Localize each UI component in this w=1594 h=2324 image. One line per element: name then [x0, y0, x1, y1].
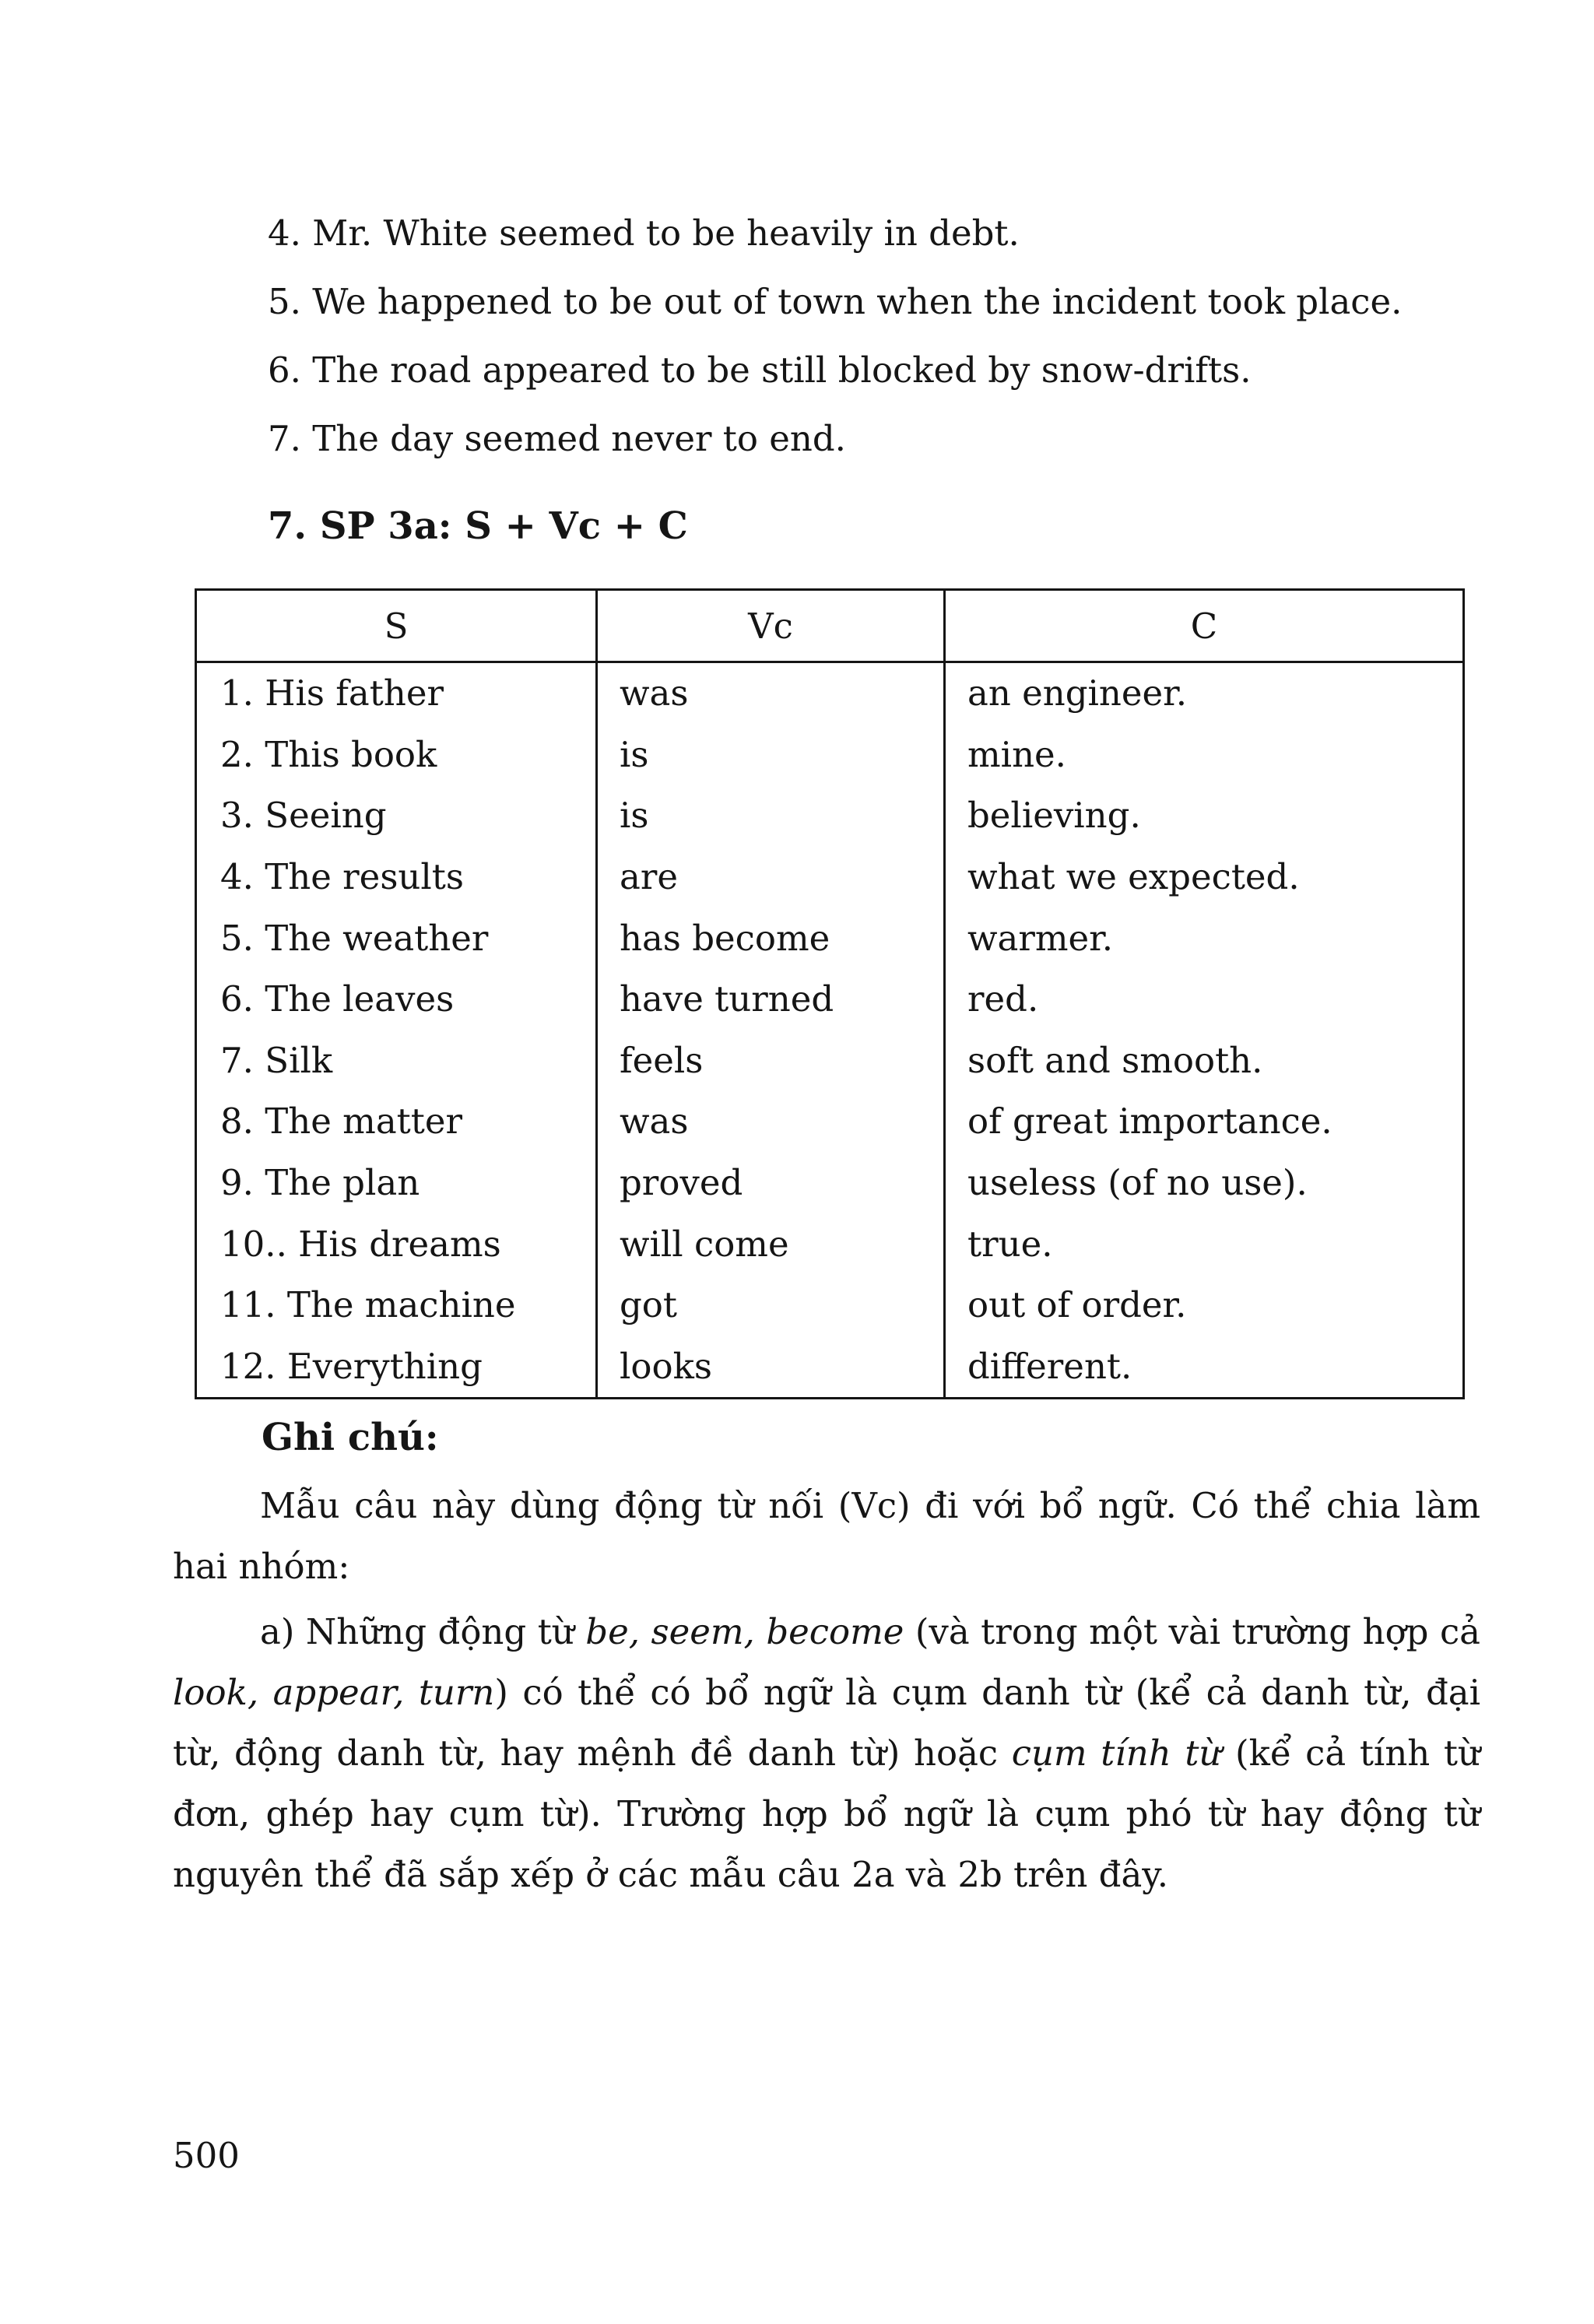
cell-complement: red. [945, 969, 1464, 1030]
note-italic-verbs: look, appear, turn [173, 1672, 495, 1713]
cell-subject: 9. The plan [220, 1162, 420, 1204]
note-paragraph-intro: Mẫu câu này dùng động từ nối (Vc) đi với bổ ngữ. Có thể chia làm hai nhóm: [173, 1485, 1480, 1587]
table-row [196, 662, 1464, 725]
table-row [196, 785, 1464, 847]
cell-verb: is [597, 785, 945, 847]
header-complement: C [945, 590, 1464, 662]
cell-subject: 11. The machine [220, 1284, 516, 1326]
note-italic-verbs: be, seem, become [585, 1611, 904, 1652]
cell-verb: has become [597, 907, 945, 969]
note-paragraph-group-a [173, 1602, 1480, 1905]
cell-complement: an engineer. [945, 662, 1464, 725]
table-row [196, 1275, 1464, 1336]
cell-complement: soft and smooth. [945, 1030, 1464, 1092]
cell-verb: feels [597, 1030, 945, 1092]
cell-subject: 3. Seeing [220, 795, 387, 837]
note-text: ) có thể có bổ ngữ là cụm danh từ (kể cả danh từ, đại từ, động danh từ, hay mệnh đề danh từ) hoặc [173, 1672, 1480, 1774]
example-sentences [268, 209, 1513, 483]
cell-subject: 4. The results [220, 856, 464, 898]
table-row [196, 907, 1464, 969]
table-row [196, 847, 1464, 908]
example-sentence-4: 4. Mr. White seemed to be heavily in debt. [268, 212, 1020, 254]
header-subject: S [196, 590, 597, 662]
note-text: (và trong một vài trường hợp cả [904, 1611, 1480, 1652]
example-sentence-6: 6. The road appeared to be still blocked by snow-drifts. [268, 349, 1252, 391]
cell-complement: warmer. [945, 907, 1464, 969]
table-row [196, 1030, 1464, 1092]
cell-complement: out of order. [945, 1275, 1464, 1336]
cell-verb: are [597, 847, 945, 908]
section-heading: 7. SP 3a: S + Vc + C [268, 504, 688, 548]
cell-verb: was [597, 662, 945, 725]
cell-subject: 10.. His dreams [220, 1223, 501, 1265]
note-text: a) Những động từ [260, 1611, 586, 1652]
note-heading: Ghi chú: [262, 1416, 439, 1459]
note-body [173, 1476, 1480, 1910]
cell-complement: what we expected. [945, 847, 1464, 908]
cell-subject: 5. The weather [220, 917, 489, 959]
table-header-row [196, 590, 1464, 662]
header-linking-verb: Vc [597, 590, 945, 662]
cell-complement: different. [945, 1336, 1464, 1399]
cell-verb: was [597, 1091, 945, 1153]
cell-verb: looks [597, 1336, 945, 1399]
cell-complement: of great importance. [945, 1091, 1464, 1153]
example-sentence-5: 5. We happened to be out of town when the incident took place. [268, 281, 1403, 322]
cell-complement: believing. [945, 785, 1464, 847]
cell-subject: 8. The matter [220, 1101, 462, 1143]
table-row [196, 969, 1464, 1030]
cell-complement: true. [945, 1213, 1464, 1275]
note-text: (kể cả tính từ đơn, ghép hay cụm từ). Trường hợp bổ ngữ là cụm phó từ hay động từ nguyên thể đã sắp xếp ở các mẫu câu 2a và 2b trên đây. [173, 1732, 1480, 1895]
note-italic-term: cụm tính từ [1011, 1732, 1222, 1774]
cell-verb: is [597, 725, 945, 786]
example-sentence-7: 7. The day seemed never to end. [268, 418, 846, 459]
cell-complement: mine. [945, 725, 1464, 786]
table-row [196, 1153, 1464, 1214]
table-row [196, 1336, 1464, 1399]
table-row [196, 1213, 1464, 1275]
cell-subject: 7. Silk [220, 1039, 333, 1081]
cell-verb: have turned [597, 969, 945, 1030]
cell-subject: 2. This book [220, 733, 437, 775]
page-number: 500 [173, 2135, 240, 2176]
cell-subject: 6. The leaves [220, 978, 455, 1020]
cell-subject: 12. Everything [220, 1345, 483, 1387]
table-row [196, 1091, 1464, 1153]
cell-subject: 1. His father [220, 672, 444, 714]
cell-complement: useless (of no use). [945, 1153, 1464, 1214]
cell-verb: got [597, 1275, 945, 1336]
table-row [196, 725, 1464, 786]
cell-verb: proved [597, 1153, 945, 1214]
cell-verb: will come [597, 1213, 945, 1275]
sentence-pattern-table [195, 588, 1465, 1399]
